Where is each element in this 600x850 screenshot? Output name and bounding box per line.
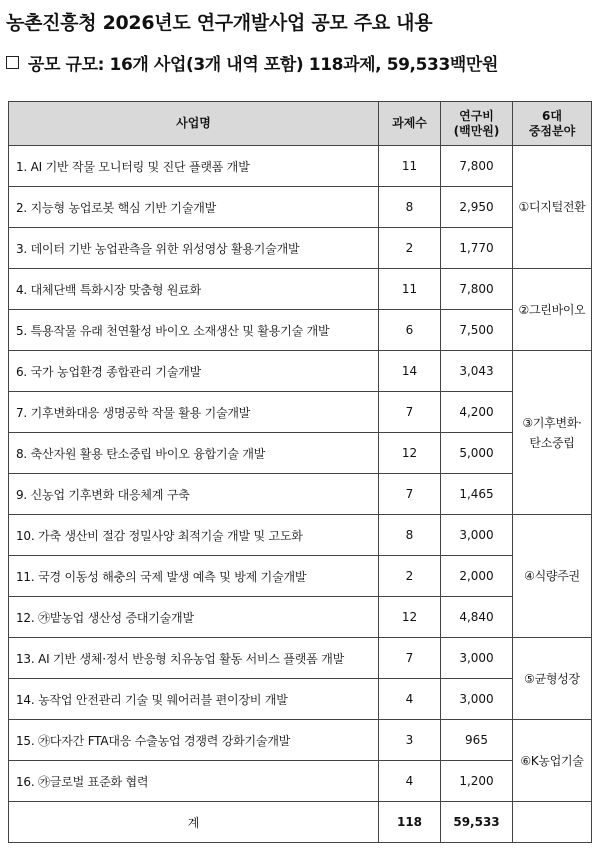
row-budget: 3,043 [441, 351, 513, 392]
row-name: 14. 농작업 안전관리 기술 및 웨어러블 편이장비 개발 [9, 679, 379, 720]
row-budget: 2,950 [441, 187, 513, 228]
total-label: 계 [9, 802, 379, 843]
row-tasks: 2 [379, 228, 441, 269]
page-title: 농촌진흥청 2026년도 연구개발사업 공모 주요 내용 [6, 12, 433, 34]
row-tasks: 2 [379, 556, 441, 597]
row-budget: 1,200 [441, 761, 513, 802]
field-cell [513, 351, 592, 515]
table-row [9, 269, 592, 310]
subtitle [6, 50, 498, 75]
row-budget: 3,000 [441, 638, 513, 679]
header-field [513, 102, 592, 146]
field-cell [513, 269, 592, 351]
table-row [9, 720, 592, 761]
row-tasks: 14 [379, 351, 441, 392]
table-row [9, 433, 592, 474]
row-budget: 5,000 [441, 433, 513, 474]
table-row [9, 515, 592, 556]
row-name: 16. ㉮글로벌 표준화 협력 [9, 761, 379, 802]
row-name: 3. 데이터 기반 농업관측을 위한 위성영상 활용기술개발 [9, 228, 379, 269]
row-tasks: 7 [379, 638, 441, 679]
table-row [9, 187, 592, 228]
total-tasks: 118 [379, 802, 441, 843]
row-name: 12. ㉮밭농업 생산성 증대기술개발 [9, 597, 379, 638]
row-budget: 4,200 [441, 392, 513, 433]
field-label: ④식량주권 [524, 569, 580, 583]
header-budget [441, 102, 513, 146]
row-budget: 3,000 [441, 679, 513, 720]
row-tasks: 3 [379, 720, 441, 761]
total-row [9, 802, 592, 843]
table-header-row [9, 102, 592, 146]
row-name: 7. 기후변화대응 생명공학 작물 활용 기술개발 [9, 392, 379, 433]
table-row [9, 351, 592, 392]
header-name: 사업명 [9, 102, 379, 146]
field-cell [513, 720, 592, 802]
row-tasks: 4 [379, 679, 441, 720]
total-budget: 59,533 [441, 802, 513, 843]
field-label: ①디지털전환 [518, 200, 586, 214]
row-tasks: 7 [379, 392, 441, 433]
row-name: 13. AI 기반 생체·정서 반응형 치유농업 활동 서비스 플랫폼 개발 [9, 638, 379, 679]
table-row [9, 228, 592, 269]
row-tasks: 11 [379, 146, 441, 187]
row-name: 6. 국가 농업환경 종합관리 기술개발 [9, 351, 379, 392]
header-tasks: 과제수 [379, 102, 441, 146]
row-budget: 965 [441, 720, 513, 761]
total-empty-cell [513, 802, 592, 843]
row-budget: 3,000 [441, 515, 513, 556]
row-name: 2. 지능형 농업로봇 핵심 기반 기술개발 [9, 187, 379, 228]
row-name: 1. AI 기반 작물 모니터링 및 진단 플랫폼 개발 [9, 146, 379, 187]
table-row [9, 310, 592, 351]
project-table [8, 101, 592, 843]
row-name: 4. 대체단백 특화시장 맞춤형 원료화 [9, 269, 379, 310]
row-tasks: 7 [379, 474, 441, 515]
row-budget: 7,800 [441, 146, 513, 187]
header-budget-line2: (백만원) [453, 123, 500, 138]
header-field-line2: 중점분야 [528, 123, 576, 138]
field-label: ②그린바이오 [518, 302, 586, 317]
row-budget: 7,500 [441, 310, 513, 351]
table-row [9, 761, 592, 802]
row-tasks: 11 [379, 269, 441, 310]
row-tasks: 4 [379, 761, 441, 802]
row-name: 9. 신농업 기후변화 대응체계 구축 [9, 474, 379, 515]
table-row [9, 638, 592, 679]
row-budget: 2,000 [441, 556, 513, 597]
subtitle-text: 공모 규모: 16개 사업(3개 내역 포함) 118과제, 59,533백만원 [28, 55, 498, 75]
row-tasks: 6 [379, 310, 441, 351]
field-cell [513, 515, 592, 638]
table-row [9, 146, 592, 187]
row-budget: 1,465 [441, 474, 513, 515]
table-row [9, 679, 592, 720]
row-name: 5. 특용작물 유래 천연활성 바이오 소재생산 및 활용기술 개발 [9, 310, 379, 351]
table-row [9, 392, 592, 433]
row-name: 8. 축산자원 활용 탄소중립 바이오 융합기술 개발 [9, 433, 379, 474]
row-budget: 7,800 [441, 269, 513, 310]
header-field-line1: 6대 [542, 108, 562, 123]
row-budget: 4,840 [441, 597, 513, 638]
row-name: 15. ㉮다자간 FTA대응 수출농업 경쟁력 강화기술개발 [9, 720, 379, 761]
field-label: ③기후변화· [522, 415, 582, 430]
row-tasks: 12 [379, 433, 441, 474]
field-label: ⑤균형성장 [524, 671, 580, 686]
header-budget-line1: 연구비 [459, 108, 494, 123]
field-cell [513, 638, 592, 720]
checkbox-bullet-icon [6, 56, 19, 69]
row-name: 11. 국경 이동성 해충의 국제 발생 예측 및 방제 기술개발 [9, 556, 379, 597]
table-row [9, 597, 592, 638]
row-tasks: 12 [379, 597, 441, 638]
table-row [9, 474, 592, 515]
row-tasks: 8 [379, 515, 441, 556]
row-name: 10. 가축 생산비 절감 정밀사양 최적기술 개발 및 고도화 [9, 515, 379, 556]
field-label-line2: 탄소중립 [529, 435, 575, 450]
table-row [9, 556, 592, 597]
row-tasks: 8 [379, 187, 441, 228]
field-label: ⑥K농업기술 [520, 753, 584, 768]
row-budget: 1,770 [441, 228, 513, 269]
field-cell [513, 146, 592, 269]
